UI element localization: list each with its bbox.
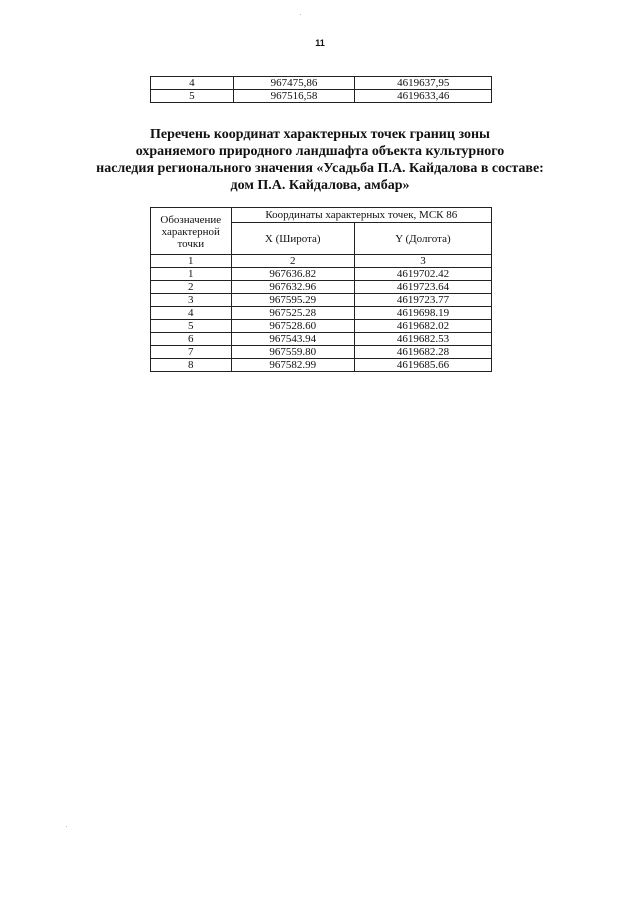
cell-x-coordinate: 967582.99 <box>231 359 354 372</box>
cell-y-coordinate: 4619702.42 <box>354 268 491 281</box>
cell-point-number: 5 <box>151 320 232 333</box>
heading-line-3: наследия регионального значения «Усадьба П.А. Кайдалова в составе: <box>96 161 544 176</box>
table-row <box>151 333 492 346</box>
cell-point-number: 5 <box>151 90 234 103</box>
cell-x-coordinate: 967475,86 <box>233 77 355 90</box>
cell-y-coordinate: 4619698.19 <box>354 307 491 320</box>
coordinates-table-header <box>151 208 492 268</box>
header-y-label: Y (Долгота) <box>354 223 491 255</box>
numbering-col-2: 2 <box>231 255 354 268</box>
table-row <box>151 281 492 294</box>
cell-x-coordinate: 967528.60 <box>231 320 354 333</box>
cell-x-coordinate: 967525.28 <box>231 307 354 320</box>
numbering-col-1: 1 <box>151 255 232 268</box>
table-row <box>151 77 492 90</box>
continuation-table-body <box>151 77 492 103</box>
table-row <box>151 90 492 103</box>
cell-y-coordinate: 4619633,46 <box>355 90 492 103</box>
coordinates-table <box>150 207 492 372</box>
coordinates-table-body <box>151 268 492 372</box>
table-row <box>151 359 492 372</box>
table-row <box>151 320 492 333</box>
cell-y-coordinate: 4619685.66 <box>354 359 491 372</box>
table-row <box>151 307 492 320</box>
table-row <box>151 346 492 359</box>
cell-x-coordinate: 967636.82 <box>231 268 354 281</box>
scan-speck <box>300 14 301 15</box>
cell-x-coordinate: 967559.80 <box>231 346 354 359</box>
cell-y-coordinate: 4619723.77 <box>354 294 491 307</box>
table-row <box>151 268 492 281</box>
cell-x-coordinate: 967543.94 <box>231 333 354 346</box>
page-number: 11 <box>315 38 325 48</box>
header-coordinates-group: Координаты характерных точек, МСК 86 <box>231 208 491 223</box>
header-row-top <box>151 208 492 223</box>
cell-y-coordinate: 4619682.02 <box>354 320 491 333</box>
cell-y-coordinate: 4619723.64 <box>354 281 491 294</box>
heading-line-2: охраняемого природного ландшафта объекта культурного <box>135 144 505 159</box>
cell-point-number: 1 <box>151 268 232 281</box>
cell-point-number: 6 <box>151 333 232 346</box>
cell-x-coordinate: 967516,58 <box>233 90 355 103</box>
cell-x-coordinate: 967595.29 <box>231 294 354 307</box>
cell-point-number: 7 <box>151 346 232 359</box>
cell-point-number: 3 <box>151 294 232 307</box>
cell-y-coordinate: 4619637,95 <box>355 77 492 90</box>
header-numbering-row <box>151 255 492 268</box>
cell-x-coordinate: 967632.96 <box>231 281 354 294</box>
heading-line-4: дом П.А. Кайдалова, амбар» <box>230 178 410 193</box>
numbering-col-3: 3 <box>354 255 491 268</box>
header-designation: Обозначение характерной точки <box>151 208 232 255</box>
heading-line-1: Перечень координат характерных точек границ зоны <box>150 127 490 142</box>
table-row <box>151 294 492 307</box>
cell-y-coordinate: 4619682.53 <box>354 333 491 346</box>
continuation-coordinates-table <box>150 76 492 103</box>
cell-point-number: 4 <box>151 77 234 90</box>
scan-speck <box>66 826 67 827</box>
cell-point-number: 8 <box>151 359 232 372</box>
cell-point-number: 2 <box>151 281 232 294</box>
cell-point-number: 4 <box>151 307 232 320</box>
cell-y-coordinate: 4619682.28 <box>354 346 491 359</box>
page-heading <box>60 126 580 194</box>
header-x-label: X (Широта) <box>231 223 354 255</box>
